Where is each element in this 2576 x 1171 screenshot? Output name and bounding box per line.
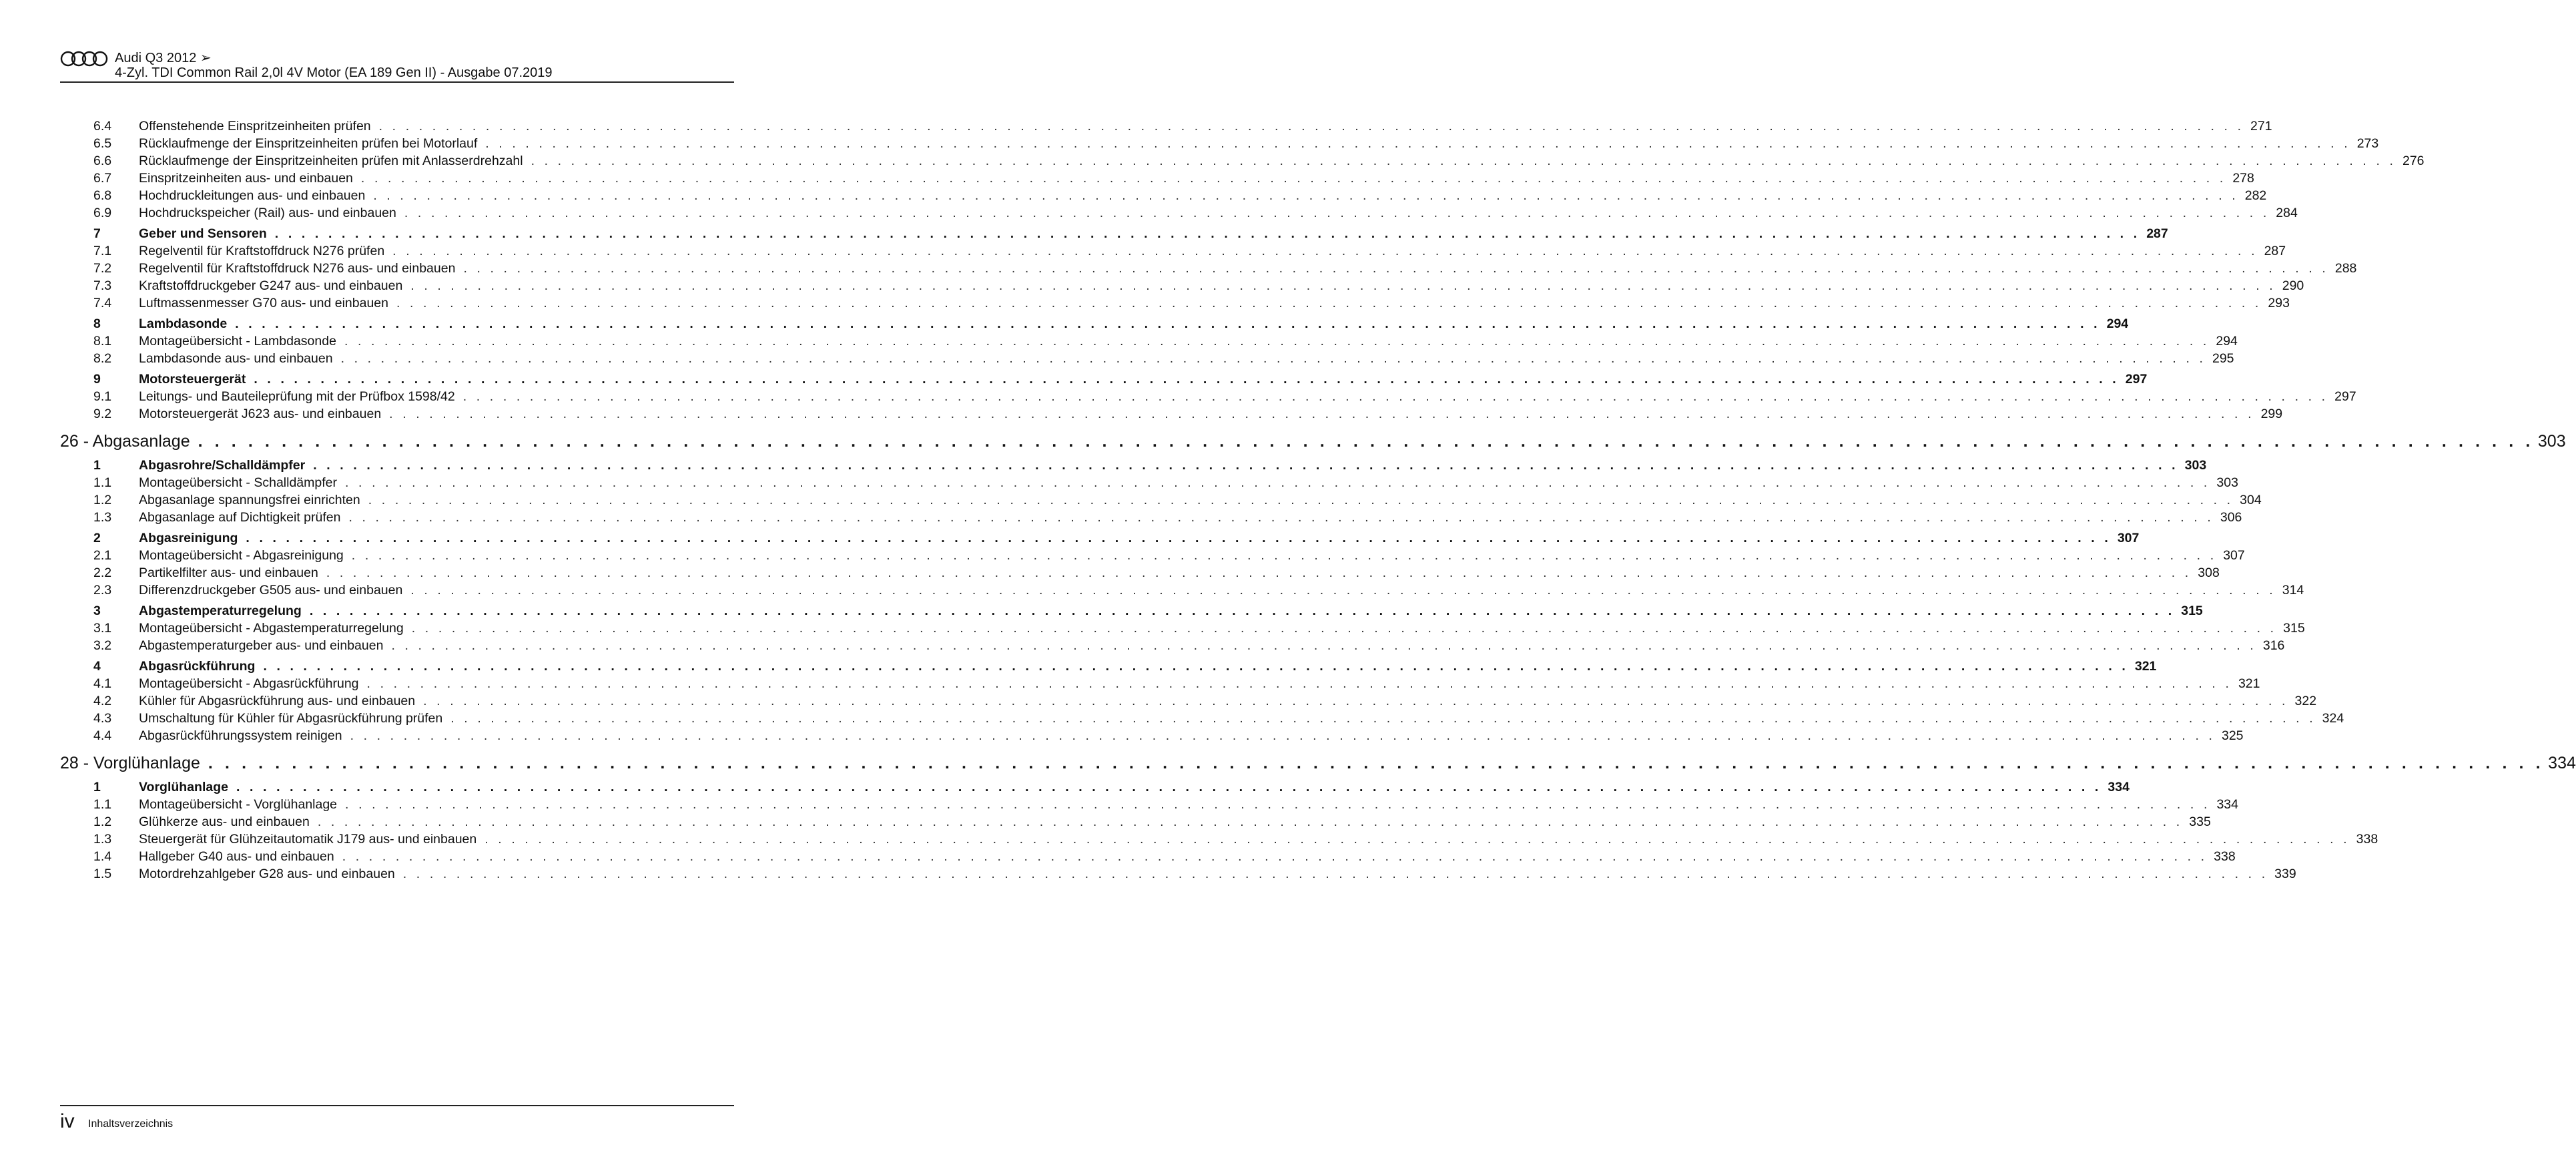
page-footer xyxy=(60,1105,734,1133)
toc-title: Offenstehende Einspritzeinheiten prüfen xyxy=(139,119,371,134)
toc-leader: . . . . . . . . . . . . . . . . . . . . . . . . . . . . . . . . . . . . . . . . . . . . . . . . . . . . . . . . . . . . . . . . . . . . . . . . . . . . . . . . . . . . . . . . . . . . . . . . . . . . . . . . . . . . . . . . . . . . . . . . . . . . . . . . . . . . . . . . . . . . xyxy=(410,278,2276,293)
toc-leader: . . . . . . . . . . . . . . . . . . . . . . . . . . . . . . . . . . . . . . . . . . . . . . . . . . . . . . . . . . . . . . . . . . . . . . . . . . . . . . . . . . . . . . . . . . . . . . . . . . . . . . . . . . . . . . . . . . . . . . . . . . . . . . . . . . . . . . . . . . . . xyxy=(309,604,2175,618)
toc-page-number: 276 xyxy=(2402,154,2425,168)
toc-page-number: 287 xyxy=(2264,244,2286,258)
toc-number: 7.4 xyxy=(93,296,112,310)
toc-title: Abgasrückführungssystem reinigen xyxy=(139,728,342,743)
toc-leader: . . . . . . . . . . . . . . . . . . . . . . . . . . . . . . . . . . . . . . . . . . . . . . . . . . . . . . . . . . . . . . . . . . . . . . . . . . . . . . . . . . . . . . . . . . . . . . . . . . . . . . . . . . . . . . . . . . . . . . . . . . . . . . . . . . . . . . . . . . . . xyxy=(531,154,2396,168)
toc-page-number: 282 xyxy=(2244,188,2267,203)
toc-title: Abgasanlage spannungsfrei einrichten xyxy=(139,493,360,507)
toc-page-number: 335 xyxy=(2189,814,2211,829)
toc-number: 6.7 xyxy=(93,171,112,186)
toc-page-number: 297 xyxy=(2334,389,2356,404)
toc-page-number: 273 xyxy=(2356,136,2379,151)
toc-leader: . . . . . . . . . . . . . . . . . . . . . . . . . . . . . . . . . . . . . . . . . . . . . . . . . . . . . . . . . . . . . . . . . . . . . . . . . . . . . . . . . . . . . . . . . . . . . . . . . . . . . . . . . . . . . . . . . . . . . . . . . . . . . . . . . . . . . . . . . . . . xyxy=(351,548,2217,563)
toc-leader: . . . . . . . . . . . . . . . . . . . . . . . . . . . . . . . . . . . . . . . . . . . . . . . . . . . . . . . . . . . . . . . . . . . . . . . . . . . . . . . . . . . . . . . . . . . . . . . . . . . . . . . . . . . . . . . . . . . . . . . . . . . . . . . . . . . . . . . . . . . . xyxy=(389,407,2255,421)
toc-chapter-row[interactable] xyxy=(60,751,2576,775)
toc-section-row[interactable] xyxy=(60,371,2148,388)
toc-number: 4.3 xyxy=(93,711,112,726)
toc-leader: . . . . . . . . . . . . . . . . . . . . . . . . . . . . . . . . . . . . . . . . . . . . . . . . . . . . . . . . . . . . . . . . . . . . . . . . . . . . . . . . . . . . . . . . . . . . . . . . . . . . . . . . . . . . . . . . . . . . . . . . . . . . . . . . . . . . . . . . . . . . xyxy=(402,867,2268,881)
toc-entry-row[interactable] xyxy=(60,865,2296,883)
toc-number: 1 xyxy=(93,458,101,473)
toc-title: Hochdruckleitungen aus- und einbauen xyxy=(139,188,366,203)
toc-page-number: 294 xyxy=(2216,334,2238,348)
toc-title: Motorsteuergerät xyxy=(139,372,246,387)
toc-title: Abgasreinigung xyxy=(139,531,238,545)
toc-entry-row[interactable] xyxy=(60,692,2317,710)
toc-number: 7 xyxy=(93,226,101,241)
toc-page-number: 307 xyxy=(2223,548,2245,563)
page-number: iv xyxy=(60,1110,75,1132)
toc-number: 1.3 xyxy=(93,832,112,847)
toc-entry-row[interactable] xyxy=(60,620,2305,637)
toc-page-number: 278 xyxy=(2232,171,2254,186)
toc-title: Luftmassenmesser G70 aus- und einbauen xyxy=(139,296,388,310)
toc-number: 8 xyxy=(93,316,101,331)
toc-section-row[interactable] xyxy=(60,315,2129,332)
toc-title: Vorglühanlage xyxy=(139,780,228,794)
toc-entry-row[interactable] xyxy=(60,581,2304,599)
toc-entry-row[interactable] xyxy=(60,260,2357,277)
toc-title: Abgasrückführung xyxy=(139,659,256,674)
toc-page-number: 288 xyxy=(2334,261,2357,276)
toc-title: Lambdasonde xyxy=(139,316,228,331)
toc-page-number: 271 xyxy=(2250,119,2272,134)
toc-number: 4 xyxy=(93,659,101,674)
toc-section-row[interactable] xyxy=(60,658,2157,675)
toc-page-number: 304 xyxy=(2240,493,2262,507)
toc-title: Montageübersicht - Vorglühanlage xyxy=(139,797,338,812)
toc-page-number: 303 xyxy=(2537,432,2566,451)
toc-entry-row[interactable] xyxy=(60,727,2244,744)
toc-leader: . . . . . . . . . . . . . . . . . . . . . . . . . . . . . . . . . . . . . . . . . . . . . . . . . . . . . . . . . . . . . . . . . . . . . . . . . . . . . . . . . . . . . . . . . . . . . . . . . . . . . . . . . . . . . . . . . . . . . . . . . . . . . . . . . . . . . . . . . . . . xyxy=(462,389,2328,404)
toc-leader: . . . . . . . . . . . . . . . . . . . . . . . . . . . . . . . . . . . . . . . . . . . . . . . . . . . . . . . . . . . . . . . . . . . . . . . . . . . . . . . . . . . . . . . . . . . . . . . . . . . . . . . . . . . . . . . . . . . . . . . . . . . . . . . . . . . . . . . . . . . . xyxy=(396,296,2262,310)
toc-page-number: 316 xyxy=(2262,638,2285,653)
toc-leader: . . . . . . . . . . . . . . . . . . . . . . . . . . . . . . . . . . . . . . . . . . . . . . . . . . . . . . . . . . . . . . . . . . . . . . . . . . . . . . . . . . . . . . . . . . . . . . . . . . . . . . . . . . . . . . . . . . . . . . . . . . . . . . . . . . . . . . . . . . . . xyxy=(313,458,2179,473)
toc-title: Partikelfilter aus- und einbauen xyxy=(139,565,318,580)
toc-entry-row[interactable] xyxy=(60,796,2238,813)
toc-leader: . . . . . . . . . . . . . . . . . . . . . . . . . . . . . . . . . . . . . . . . . . . . . . . . . . . . . . . . . . . . . . . . . . . . . . . . . . . . . . . . . . . . . . . . . . . . . . . . . . . . . . . . . . . . . . . . . . . . . . . . . . . . . . . . . . . . . . . . . . . . xyxy=(340,351,2206,366)
toc-page-number: 287 xyxy=(2146,226,2168,241)
toc-leader: . . . . . . . . . . . . . . . . . . . . . . . . . . . . . . . . . . . . . . . . . . . . . . . . . . . . . . . . . . . . . . . . . . . . . . . . . . . . . . . . . . . . . . . . . . . . . . . . . . . . . . . . . . . . . . . . . . . . . . . . . . . . . . . . . . . . . . . . . . . . xyxy=(411,621,2277,636)
toc-leader: . . . . . . . . . . . . . . . . . . . . . . . . . . . . . . . . . . . . . . . . . . . . . . . . . . . . . . . . . . . . . . . . . . . . . . . . . . . . . . . . . . . . . . . . . . . . . . . . . . . . . . . . . . . . . . . . . . . . . . . . . . . . . . . . . . . . . . . . . . . . xyxy=(348,510,2214,525)
toc-number: 9.1 xyxy=(93,389,112,404)
toc-title: Rücklaufmenge der Einspritzeinheiten prüfen bei Motorlauf xyxy=(139,136,478,151)
toc-title: Abgasrohre/Schalldämpfer xyxy=(139,458,306,473)
toc-entry-row[interactable] xyxy=(60,710,2344,727)
toc-page-number: 293 xyxy=(2268,296,2290,310)
toc-page-number: 284 xyxy=(2276,206,2298,220)
toc-page-number: 321 xyxy=(2238,676,2260,691)
toc-number: 3.2 xyxy=(93,638,112,653)
toc-number: 3.1 xyxy=(93,621,112,636)
toc-number: 6.4 xyxy=(93,119,112,134)
toc-number: 2.1 xyxy=(93,548,112,563)
toc-title: 28 - Vorglühanlage xyxy=(60,754,200,772)
toc-chapter-row[interactable] xyxy=(60,429,2566,453)
footer-label: Inhaltsverzeichnis xyxy=(88,1118,174,1130)
toc-number: 6.8 xyxy=(93,188,112,203)
toc-title: Glühkerze aus- und einbauen xyxy=(139,814,310,829)
toc-title: Hochdruckspeicher (Rail) aus- und einbauen xyxy=(139,206,396,220)
toc-entry-row[interactable] xyxy=(60,813,2211,831)
toc-leader: . . . . . . . . . . . . . . . . . . . . . . . . . . . . . . . . . . . . . . . . . . . . . . . . . . . . . . . . . . . . . . . . . . . . . . . . . . . . . . . . . . . . . . . . . . . . . . . . . . . . . . . . . . . . . . . . . . . . . . . . . . . . . . . . . . . . . . . . . . . . xyxy=(485,832,2350,847)
toc-title: Hallgeber G40 aus- und einbauen xyxy=(139,849,334,864)
toc-title: Montageübersicht - Abgasrückführung xyxy=(139,676,359,691)
toc-leader: . . . . . . . . . . . . . . . . . . . . . . . . . . . . . . . . . . . . . . . . . . . . . . . . . . . . . . . . . . . . . . . . . . . . . . . . . . . . . . . . . . . . . . . . . . . . . . . . . . . . . . . . . . . . . . . . . . . . . . . . . . . . . . . . . . . . . . . . . . . . xyxy=(342,849,2208,864)
toc-leader: . . . . . . . . . . . . . . . . . . . . . . . . . . . . . . . . . . . . . . . . . . . . . . . . . . . . . . . . . . . . . . . . . . . . . . . . . . . . . . . . . . . . . . . . . . . . . . . . . . . . . . . . . . . . . . . . . . . . . . . . . . . . . . . . . . . . . . . . . . . . xyxy=(198,432,2534,451)
toc-number: 1.3 xyxy=(93,510,112,525)
toc-number: 6.5 xyxy=(93,136,112,151)
toc-title: Montageübersicht - Abgasreinigung xyxy=(139,548,344,563)
toc-page-number: 294 xyxy=(2106,316,2129,331)
toc-leader: . . . . . . . . . . . . . . . . . . . . . . . . . . . . . . . . . . . . . . . . . . . . . . . . . . . . . . . . . . . . . . . . . . . . . . . . . . . . . . . . . . . . . . . . . . . . . . . . . . . . . . . . . . . . . . . . . . . . . . . . . . . . . . . . . . . . . . . . . . . . xyxy=(235,316,2101,331)
toc-leader: . . . . . . . . . . . . . . . . . . . . . . . . . . . . . . . . . . . . . . . . . . . . . . . . . . . . . . . . . . . . . . . . . . . . . . . . . . . . . . . . . . . . . . . . . . . . . . . . . . . . . . . . . . . . . . . . . . . . . . . . . . . . . . . . . . . . . . . . . . . . xyxy=(345,475,2210,490)
toc-number: 1.4 xyxy=(93,849,112,864)
toc-entry-row[interactable] xyxy=(60,350,2234,367)
toc-entry-row[interactable] xyxy=(60,187,2267,204)
toc-entry-row[interactable] xyxy=(60,170,2254,187)
toc-number: 1 xyxy=(93,780,101,794)
toc-title: Abgastemperaturregelung xyxy=(139,604,302,618)
toc-leader: . . . . . . . . . . . . . . . . . . . . . . . . . . . . . . . . . . . . . . . . . . . . . . . . . . . . . . . . . . . . . . . . . . . . . . . . . . . . . . . . . . . . . . . . . . . . . . . . . . . . . . . . . . . . . . . . . . . . . . . . . . . . . . . . . . . . . . . . . . . . xyxy=(368,493,2234,507)
toc-leader: . . . . . . . . . . . . . . . . . . . . . . . . . . . . . . . . . . . . . . . . . . . . . . . . . . . . . . . . . . . . . . . . . . . . . . . . . . . . . . . . . . . . . . . . . . . . . . . . . . . . . . . . . . . . . . . . . . . . . . . . . . . . . . . . . . . . . . . . . . . . xyxy=(254,372,2120,387)
table-of-contents xyxy=(60,118,2576,883)
toc-section-row[interactable] xyxy=(60,225,2168,242)
toc-number: 8.2 xyxy=(93,351,112,366)
toc-entry-row[interactable] xyxy=(60,509,2242,526)
toc-page-number: 303 xyxy=(2216,475,2238,490)
audi-rings-logo xyxy=(60,49,108,68)
toc-entry-row[interactable] xyxy=(60,564,2220,581)
toc-title: Umschaltung für Kühler für Abgasrückführung prüfen xyxy=(139,711,443,726)
toc-page-number: 325 xyxy=(2221,728,2244,743)
toc-title: Regelventil für Kraftstoffdruck N276 prüfen xyxy=(139,244,385,258)
toc-title: Einspritzeinheiten aus- und einbauen xyxy=(139,171,353,186)
toc-page-number: 297 xyxy=(2125,372,2148,387)
toc-title: Rücklaufmenge der Einspritzeinheiten prüfen mit Anlasserdrehzahl xyxy=(139,154,523,168)
toc-number: 6.6 xyxy=(93,154,112,168)
toc-entry-row[interactable] xyxy=(60,388,2356,405)
document-subtitle: 4-Zyl. TDI Common Rail 2,0l 4V Motor (EA 189 Gen II) - Ausgabe 07.2019 xyxy=(115,65,553,80)
toc-page-number: 339 xyxy=(2274,867,2296,881)
toc-title: Differenzdruckgeber G505 aus- und einbauen xyxy=(139,583,403,598)
toc-entry-row[interactable] xyxy=(60,135,2379,152)
toc-number: 4.2 xyxy=(93,694,112,708)
toc-page-number: 299 xyxy=(2260,407,2283,421)
toc-number: 2 xyxy=(93,531,101,545)
toc-page-number: 321 xyxy=(2134,659,2157,674)
toc-title: Abgastemperaturgeber aus- und einbauen xyxy=(139,638,384,653)
toc-entry-row[interactable] xyxy=(60,491,2262,509)
toc-entry-row[interactable] xyxy=(60,848,2236,865)
toc-number: 1.2 xyxy=(93,493,112,507)
toc-leader: . . . . . . . . . . . . . . . . . . . . . . . . . . . . . . . . . . . . . . . . . . . . . . . . . . . . . . . . . . . . . . . . . . . . . . . . . . . . . . . . . . . . . . . . . . . . . . . . . . . . . . . . . . . . . . . . . . . . . . . . . . . . . . . . . . . . . . . . . . . . xyxy=(485,136,2351,151)
toc-title: Kraftstoffdruckgeber G247 aus- und einbauen xyxy=(139,278,403,293)
toc-page-number: 303 xyxy=(2184,458,2207,473)
toc-leader: . . . . . . . . . . . . . . . . . . . . . . . . . . . . . . . . . . . . . . . . . . . . . . . . . . . . . . . . . . . . . . . . . . . . . . . . . . . . . . . . . . . . . . . . . . . . . . . . . . . . . . . . . . . . . . . . . . . . . . . . . . . . . . . . . . . . . . . . . . . . xyxy=(423,694,2289,708)
toc-number: 4.4 xyxy=(93,728,112,743)
toc-entry-row[interactable] xyxy=(60,294,2290,312)
toc-leader: . . . . . . . . . . . . . . . . . . . . . . . . . . . . . . . . . . . . . . . . . . . . . . . . . . . . . . . . . . . . . . . . . . . . . . . . . . . . . . . . . . . . . . . . . . . . . . . . . . . . . . . . . . . . . . . . . . . . . . . . . . . . . . . . . . . . . . . . . . . . xyxy=(450,711,2316,726)
toc-page-number: 315 xyxy=(2283,621,2305,636)
toc-page-number: 334 xyxy=(2108,780,2130,794)
toc-page-number: 314 xyxy=(2282,583,2304,598)
toc-page-number: 334 xyxy=(2216,797,2238,812)
toc-leader: . . . . . . . . . . . . . . . . . . . . . . . . . . . . . . . . . . . . . . . . . . . . . . . . . . . . . . . . . . . . . . . . . . . . . . . . . . . . . . . . . . . . . . . . . . . . . . . . . . . . . . . . . . . . . . . . . . . . . . . . . . . . . . . . . . . . . . . . . . . . xyxy=(208,754,2545,772)
toc-number: 1.1 xyxy=(93,475,112,490)
toc-page-number: 308 xyxy=(2198,565,2220,580)
toc-entry-row[interactable] xyxy=(60,204,2298,222)
toc-page-number: 306 xyxy=(2220,510,2242,525)
toc-entry-row[interactable] xyxy=(60,547,2245,564)
toc-entry-row[interactable] xyxy=(60,332,2238,350)
toc-title: Montageübersicht - Schalldämpfer xyxy=(139,475,337,490)
toc-leader: . . . . . . . . . . . . . . . . . . . . . . . . . . . . . . . . . . . . . . . . . . . . . . . . . . . . . . . . . . . . . . . . . . . . . . . . . . . . . . . . . . . . . . . . . . . . . . . . . . . . . . . . . . . . . . . . . . . . . . . . . . . . . . . . . . . . . . . . . . . . xyxy=(360,171,2226,186)
toc-leader: . . . . . . . . . . . . . . . . . . . . . . . . . . . . . . . . . . . . . . . . . . . . . . . . . . . . . . . . . . . . . . . . . . . . . . . . . . . . . . . . . . . . . . . . . . . . . . . . . . . . . . . . . . . . . . . . . . . . . . . . . . . . . . . . . . . . . . . . . . . . xyxy=(263,659,2129,674)
toc-number: 7.1 xyxy=(93,244,112,258)
toc-page-number: 334 xyxy=(2548,754,2576,772)
toc-number: 1.1 xyxy=(93,797,112,812)
toc-number: 8.1 xyxy=(93,334,112,348)
toc-page-number: 338 xyxy=(2356,832,2378,847)
toc-section-row[interactable] xyxy=(60,457,2207,474)
toc-leader: . . . . . . . . . . . . . . . . . . . . . . . . . . . . . . . . . . . . . . . . . . . . . . . . . . . . . . . . . . . . . . . . . . . . . . . . . . . . . . . . . . . . . . . . . . . . . . . . . . . . . . . . . . . . . . . . . . . . . . . . . . . . . . . . . . . . . . . . . . . . xyxy=(344,334,2210,348)
toc-number: 2.2 xyxy=(93,565,112,580)
toc-number: 1.2 xyxy=(93,814,112,829)
toc-number: 6.9 xyxy=(93,206,112,220)
toc-title: Motordrehzahlgeber G28 aus- und einbauen xyxy=(139,867,395,881)
toc-number: 2.3 xyxy=(93,583,112,598)
toc-title: 26 - Abgasanlage xyxy=(60,432,190,451)
toc-leader: . . . . . . . . . . . . . . . . . . . . . . . . . . . . . . . . . . . . . . . . . . . . . . . . . . . . . . . . . . . . . . . . . . . . . . . . . . . . . . . . . . . . . . . . . . . . . . . . . . . . . . . . . . . . . . . . . . . . . . . . . . . . . . . . . . . . . . . . . . . . xyxy=(410,583,2276,598)
toc-entry-row[interactable] xyxy=(60,405,2283,423)
toc-page-number: 315 xyxy=(2181,604,2203,618)
toc-title: Motorsteuergerät J623 aus- und einbauen xyxy=(139,407,382,421)
toc-entry-row[interactable] xyxy=(60,242,2286,260)
toc-section-row[interactable] xyxy=(60,529,2140,547)
toc-entry-row[interactable] xyxy=(60,277,2304,294)
toc-number: 7.3 xyxy=(93,278,112,293)
toc-page-number: 290 xyxy=(2282,278,2304,293)
toc-leader: . . . . . . . . . . . . . . . . . . . . . . . . . . . . . . . . . . . . . . . . . . . . . . . . . . . . . . . . . . . . . . . . . . . . . . . . . . . . . . . . . . . . . . . . . . . . . . . . . . . . . . . . . . . . . . . . . . . . . . . . . . . . . . . . . . . . . . . . . . . . xyxy=(366,676,2232,691)
toc-leader: . . . . . . . . . . . . . . . . . . . . . . . . . . . . . . . . . . . . . . . . . . . . . . . . . . . . . . . . . . . . . . . . . . . . . . . . . . . . . . . . . . . . . . . . . . . . . . . . . . . . . . . . . . . . . . . . . . . . . . . . . . . . . . . . . . . . . . . . . . . . xyxy=(378,119,2244,134)
toc-page-number: 307 xyxy=(2117,531,2140,545)
toc-leader: . . . . . . . . . . . . . . . . . . . . . . . . . . . . . . . . . . . . . . . . . . . . . . . . . . . . . . . . . . . . . . . . . . . . . . . . . . . . . . . . . . . . . . . . . . . . . . . . . . . . . . . . . . . . . . . . . . . . . . . . . . . . . . . . . . . . . . . . . . . . xyxy=(236,780,2102,794)
document-title: Audi Q3 2012 ➢ xyxy=(115,51,212,65)
toc-title: Regelventil für Kraftstoffdruck N276 aus- und einbauen xyxy=(139,261,456,276)
page-header xyxy=(60,47,734,83)
toc-title: Abgasanlage auf Dichtigkeit prüfen xyxy=(139,510,341,525)
toc-entry-row[interactable] xyxy=(60,675,2260,692)
toc-title: Geber und Sensoren xyxy=(139,226,267,241)
toc-leader: . . . . . . . . . . . . . . . . . . . . . . . . . . . . . . . . . . . . . . . . . . . . . . . . . . . . . . . . . . . . . . . . . . . . . . . . . . . . . . . . . . . . . . . . . . . . . . . . . . . . . . . . . . . . . . . . . . . . . . . . . . . . . . . . . . . . . . . . . . . . xyxy=(326,565,2192,580)
toc-title: Kühler für Abgasrückführung aus- und einbauen xyxy=(139,694,416,708)
toc-entry-row[interactable] xyxy=(60,637,2285,654)
toc-leader: . . . . . . . . . . . . . . . . . . . . . . . . . . . . . . . . . . . . . . . . . . . . . . . . . . . . . . . . . . . . . . . . . . . . . . . . . . . . . . . . . . . . . . . . . . . . . . . . . . . . . . . . . . . . . . . . . . . . . . . . . . . . . . . . . . . . . . . . . . . . xyxy=(404,206,2270,220)
toc-leader: . . . . . . . . . . . . . . . . . . . . . . . . . . . . . . . . . . . . . . . . . . . . . . . . . . . . . . . . . . . . . . . . . . . . . . . . . . . . . . . . . . . . . . . . . . . . . . . . . . . . . . . . . . . . . . . . . . . . . . . . . . . . . . . . . . . . . . . . . . . . xyxy=(317,814,2183,829)
toc-title: Lambdasonde aus- und einbauen xyxy=(139,351,333,366)
toc-page-number: 322 xyxy=(2294,694,2317,708)
toc-title: Montageübersicht - Abgastemperaturregelung xyxy=(139,621,404,636)
toc-leader: . . . . . . . . . . . . . . . . . . . . . . . . . . . . . . . . . . . . . . . . . . . . . . . . . . . . . . . . . . . . . . . . . . . . . . . . . . . . . . . . . . . . . . . . . . . . . . . . . . . . . . . . . . . . . . . . . . . . . . . . . . . . . . . . . . . . . . . . . . . . xyxy=(391,638,2257,653)
toc-number: 3 xyxy=(93,604,101,618)
toc-leader: . . . . . . . . . . . . . . . . . . . . . . . . . . . . . . . . . . . . . . . . . . . . . . . . . . . . . . . . . . . . . . . . . . . . . . . . . . . . . . . . . . . . . . . . . . . . . . . . . . . . . . . . . . . . . . . . . . . . . . . . . . . . . . . . . . . . . . . . . . . . xyxy=(463,261,2329,276)
toc-number: 1.5 xyxy=(93,867,112,881)
toc-leader: . . . . . . . . . . . . . . . . . . . . . . . . . . . . . . . . . . . . . . . . . . . . . . . . . . . . . . . . . . . . . . . . . . . . . . . . . . . . . . . . . . . . . . . . . . . . . . . . . . . . . . . . . . . . . . . . . . . . . . . . . . . . . . . . . . . . . . . . . . . . xyxy=(246,531,2112,545)
toc-number: 7.2 xyxy=(93,261,112,276)
toc-leader: . . . . . . . . . . . . . . . . . . . . . . . . . . . . . . . . . . . . . . . . . . . . . . . . . . . . . . . . . . . . . . . . . . . . . . . . . . . . . . . . . . . . . . . . . . . . . . . . . . . . . . . . . . . . . . . . . . . . . . . . . . . . . . . . . . . . . . . . . . . . xyxy=(392,244,2258,258)
toc-entry-row[interactable] xyxy=(60,474,2238,491)
toc-title: Montageübersicht - Lambdasonde xyxy=(139,334,336,348)
toc-entry-row[interactable] xyxy=(60,152,2425,170)
toc-number: 9.2 xyxy=(93,407,112,421)
toc-leader: . . . . . . . . . . . . . . . . . . . . . . . . . . . . . . . . . . . . . . . . . . . . . . . . . . . . . . . . . . . . . . . . . . . . . . . . . . . . . . . . . . . . . . . . . . . . . . . . . . . . . . . . . . . . . . . . . . . . . . . . . . . . . . . . . . . . . . . . . . . . xyxy=(274,226,2140,241)
toc-leader: . . . . . . . . . . . . . . . . . . . . . . . . . . . . . . . . . . . . . . . . . . . . . . . . . . . . . . . . . . . . . . . . . . . . . . . . . . . . . . . . . . . . . . . . . . . . . . . . . . . . . . . . . . . . . . . . . . . . . . . . . . . . . . . . . . . . . . . . . . . . xyxy=(373,188,2239,203)
toc-section-row[interactable] xyxy=(60,778,2130,796)
toc-page-number: 338 xyxy=(2214,849,2236,864)
toc-entry-row[interactable] xyxy=(60,118,2272,135)
toc-leader: . . . . . . . . . . . . . . . . . . . . . . . . . . . . . . . . . . . . . . . . . . . . . . . . . . . . . . . . . . . . . . . . . . . . . . . . . . . . . . . . . . . . . . . . . . . . . . . . . . . . . . . . . . . . . . . . . . . . . . . . . . . . . . . . . . . . . . . . . . . . xyxy=(345,797,2210,812)
toc-page-number: 324 xyxy=(2322,711,2344,726)
toc-title: Leitungs- und Bauteileprüfung mit der Prüfbox 1598/42 xyxy=(139,389,455,404)
toc-section-row[interactable] xyxy=(60,602,2203,620)
toc-entry-row[interactable] xyxy=(60,831,2378,848)
toc-leader: . . . . . . . . . . . . . . . . . . . . . . . . . . . . . . . . . . . . . . . . . . . . . . . . . . . . . . . . . . . . . . . . . . . . . . . . . . . . . . . . . . . . . . . . . . . . . . . . . . . . . . . . . . . . . . . . . . . . . . . . . . . . . . . . . . . . . . . . . . . . xyxy=(350,728,2216,743)
toc-number: 9 xyxy=(93,372,101,387)
toc-page-number: 295 xyxy=(2212,351,2234,366)
toc-title: Steuergerät für Glühzeitautomatik J179 aus- und einbauen xyxy=(139,832,477,847)
toc-number: 4.1 xyxy=(93,676,112,691)
